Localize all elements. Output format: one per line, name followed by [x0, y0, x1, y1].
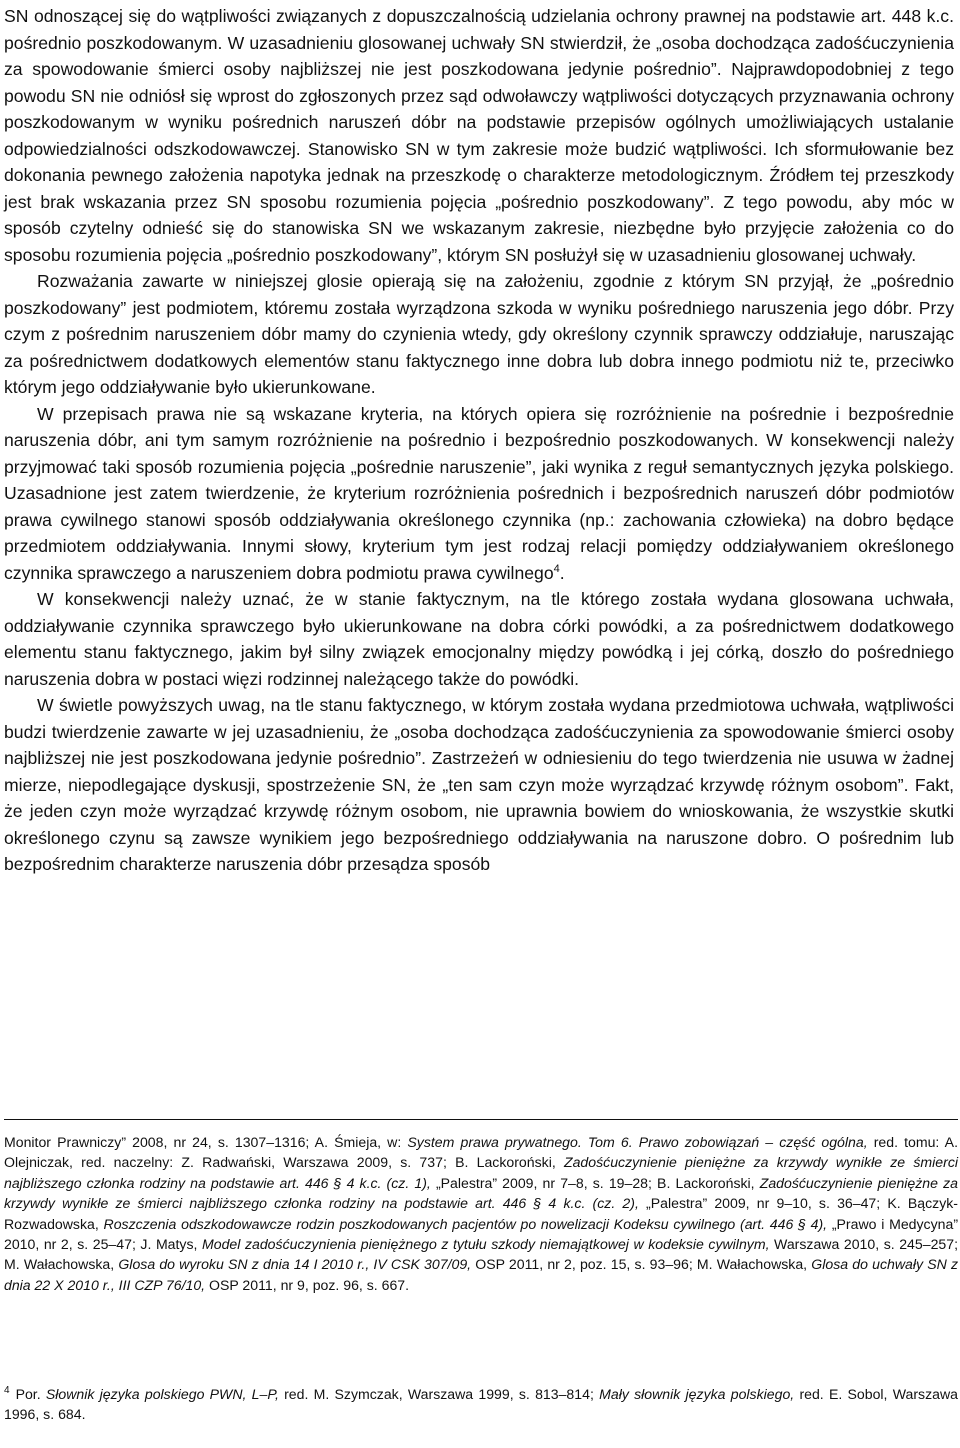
- footnote-ref: 4: [553, 562, 560, 575]
- paragraph: [4, 586, 954, 692]
- italic-citation: Słownik języka polskiego PWN, L–P,: [45, 1386, 279, 1402]
- text-run: OSP 2011, nr 2, poz. 15, s. 93–96; M. Wałachowska,: [471, 1256, 812, 1273]
- paragraph: [4, 401, 954, 587]
- text-run: SN odnoszącej się do wątpliwości związanych z dopuszczalnością udzielania ochrony prawnej na podstawie art. 448 k.c. pośrednio poszkodowanym. W uzasadnieniu glosowanej uchwały SN stwierdził, że „osoba dochodząca zadośćuczynienia za spowodowanie śmierci osoby najbliższej nie jest poszkodowana jedynie pośrednio”. Najprawdopodobniej z tego powodu SN nie odniósł się wprost do zgłoszonych przez sąd odwoławczy wątpliwości dotyczących przyznawania ochrony poszkodowanym w wyniku pośrednich naruszeń dóbr na podstawie przepisów ogólnych umożliwiających ustalanie odpowiedzialności odszkodowawczej. Stanowisko SN w tym zakresie może budzić wątpliwości. Ich sformułowanie bez dokonania pewnego założenia napotyka jednak na przeszkodę o charakterze metodologicznym. Źródłem tej przeszkody jest brak wskazania przez SN sposobu rozumienia pojęcia „pośrednio poszkodowany”. Z tego powodu, aby móc w sposób czytelny odnieść się do stanowiska SN we wskazanym zakresie, niezbędne było przyjęcie założenia co do sposobu rozumienia pojęcia „pośrednio poszkodowany”, którym SN posłużył się w uzasadnieniu glosowanej uchwały.: [4, 6, 954, 265]
- italic-citation: System prawa prywatnego. Tom 6. Prawo zobowiązań – część ogólna,: [407, 1134, 868, 1150]
- footnote-4: [4, 1384, 958, 1425]
- text-run: red. M. Szymczak, Warszawa 1999, s. 813–814;: [278, 1386, 600, 1402]
- text-run: „Palestra” 2009, nr 9–10, s. 36–47; K. Bączyk-Rozwadowska,: [4, 1195, 958, 1232]
- italic-citation: Glosa do uchwały SN z dnia 22 X 2010 r., III CZP 76/10,: [4, 1256, 959, 1293]
- text-run: Rozważania zawarte w niniejszej glosie opierają się na założeniu, zgodnie z którym SN przyjął, że „pośrednio poszkodowany” jest podmiotem, któremu została wyrządzona szkoda w wyniku pośredniego naruszenia jego dóbr. Przy czym z pośrednim naruszeniem dóbr mamy do czynienia wtedy, gdy określony czynnik sprawczy oddziałuje, naruszając za pośrednictwem dodatkowych elementów stanu faktycznego inne dobra lub dobra innego podmiotu niż te, przeciwko którym jego oddziaływanie było ukierunkowane.: [4, 271, 954, 397]
- footnote-separator: [4, 1119, 958, 1120]
- paragraph: [4, 3, 954, 268]
- footnote-text: [4, 1132, 958, 1295]
- text-run: „Prawo i Medycyna” 2010, nr 2, s. 25–47; J. Matys,: [4, 1215, 959, 1253]
- footnote-3-continued: [4, 1132, 958, 1295]
- text-run: W przepisach prawa nie są wskazane kryteria, na których opiera się rozróżnienie na pośrednie i bezpośrednie naruszenia dóbr, ani tym samym rozróżnienie na pośrednio i bezpośrednio poszkodowanych. W konsekwencji należy przyjmować taki sposób rozumienia pojęcia „pośrednie naruszenie”, jaki wynika z reguł semantycznych języka polskiego. Uzasadnione jest zatem twierdzenie, że kryterium rozróżnienia pośrednich i bezpośrednich naruszeń dóbr podmiotów prawa cywilnego stanowi sposób oddziaływania określonego czynnika (np.: zachowania człowieka) na dobro będące przedmiotem oddziaływania. Innymi słowy, kryterium tym jest rodzaj relacji pomiędzy oddziaływaniem określonego czynnika sprawczego a naruszeniem dobra podmiotu prawa cywilnego: [4, 403, 954, 583]
- italic-citation: Mały słownik języka polskiego,: [599, 1386, 795, 1402]
- text-run: red. E. Sobol, Warszawa 1996, s. 684.: [4, 1386, 958, 1423]
- footnote-number: 4: [4, 1385, 10, 1397]
- document-page: [4, 0, 959, 1423]
- text-run: „Palestra” 2009, nr 7–8, s. 19–28; B. Lackoroński,: [430, 1174, 760, 1191]
- paragraph: [4, 268, 954, 401]
- italic-citation: Zadośćuczynienie pieniężne za krzywdy wynikłe ze śmierci najbliższego członka rodziny na podstawie art. 446 § 4 k.c. (cz. 1),: [4, 1154, 958, 1191]
- footnote-text: [4, 1384, 958, 1425]
- text-run: Por.: [15, 1386, 46, 1402]
- text-run: red. tomu: A. Olejniczak, red. naczelny: Z. Radwański, Warszawa 2009, s. 737; B. Lackoroński,: [4, 1134, 958, 1171]
- italic-citation: Glosa do wyroku SN z dnia 14 I 2010 r., IV CSK 307/09,: [118, 1256, 472, 1273]
- italic-citation: Model zadośćuczynienia pieniężnego z tytułu szkody niemajątkowej w kodeksie cywilnym,: [202, 1236, 770, 1253]
- text-run: .: [559, 562, 565, 583]
- main-text: [4, 0, 954, 878]
- italic-citation: Roszczenia odszkodowawcze rodzin poszkodowanych pacjentów po nowelizacji Kodeksu cywilnego (art. 446 § 4),: [103, 1215, 828, 1232]
- italic-citation: Zadośćuczynienie pieniężne za krzywdy wynikłe ze śmierci najbliższego członka rodziny na podstawie art. 446 § 4 k.c. (cz. 2),: [4, 1174, 958, 1212]
- text-run: Monitor Prawniczy” 2008, nr 24, s. 1307–1316; A. Śmieja, w:: [4, 1134, 408, 1150]
- text-run: W konsekwencji należy uznać, że w stanie faktycznym, na tle którego została wydana glosowana uchwała, oddziaływanie czynnika sprawczego było ukierunkowane na dobra córki powódki, a za pośrednictwem dodatkowego elementu stanu faktycznego, jakim był silny związek emocjonalny między powódką i jej córką, doszło do pośredniego naruszenia dobra w postaci więzi rodzinnej należącego także do powódki.: [4, 589, 954, 689]
- text-run: OSP 2011, nr 9, poz. 96, s. 667.: [205, 1276, 410, 1293]
- text-run: W świetle powyższych uwag, na tle stanu faktycznego, w którym została wydana przedmiotowa uchwała, wątpliwości budzi twierdzenie zawarte w jej uzasadnieniu, że „osoba dochodząca zadośćuczynienia za spowodowanie śmierci osoby najbliższej nie jest poszkodowana jedynie pośrednio”. Zastrzeżeń w odniesieniu do tego twierdzenia nie usuwa w żadnej mierze, niepodlegające dyskusji, spostrzeżenie SN, że „ten sam czyn może wyrządzać krzywdę różnym osobom”. Fakt, że jeden czyn może wyrządzać krzywdę różnym osobom, nie uprawnia bowiem do wnioskowania, że wszystkie skutki określonego czynu są zawsze wynikiem jego bezpośredniego oddziaływania na naruszone dobro. O pośrednim lub bezpośrednim charakterze naruszenia dóbr przesądza sposób: [4, 695, 954, 874]
- paragraph: [4, 692, 954, 878]
- text-run: Warszawa 2010, s. 245–257; M. Wałachowska,: [4, 1236, 958, 1273]
